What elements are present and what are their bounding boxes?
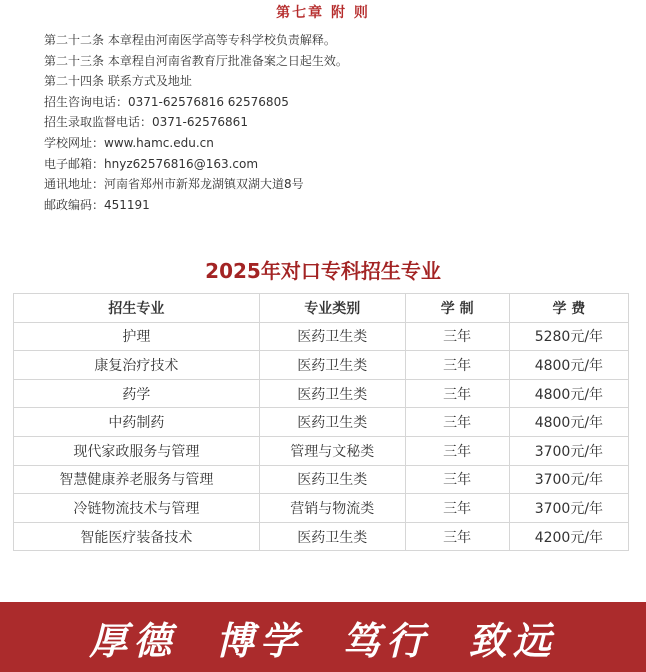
chapter-title: 第七章 附 则: [276, 5, 370, 21]
cell-category: 医药卫生类: [259, 322, 405, 351]
cell-tuition: 4800元/年: [509, 408, 628, 437]
cell-tuition: 3700元/年: [509, 436, 628, 465]
cell-major: 现代家政服务与管理: [14, 436, 260, 465]
motto-banner: [0, 602, 646, 672]
cell-tuition: 4800元/年: [509, 351, 628, 380]
cell-tuition: 4800元/年: [509, 379, 628, 408]
email-address: 电子邮箱：hnyz62576816@163.com: [44, 156, 259, 171]
cell-major: 药学: [14, 379, 260, 408]
table-row: [14, 436, 629, 465]
article-23: 第二十三条 本章程自河南省教育厅批准备案之日起生效。: [44, 53, 348, 68]
cell-category: 营销与物流类: [259, 494, 405, 523]
cell-category: 医药卫生类: [259, 379, 405, 408]
cell-category: 医药卫生类: [259, 465, 405, 494]
cell-major: 康复治疗技术: [14, 351, 260, 380]
cell-category: 管理与文秘类: [259, 436, 405, 465]
header-category: 专业类别: [259, 294, 405, 323]
cell-major: 智慧健康养老服务与管理: [14, 465, 260, 494]
table-row: [14, 494, 629, 523]
table-row: [14, 522, 629, 551]
table-row: [14, 322, 629, 351]
majors-table: [13, 293, 629, 551]
postal-code: 邮政编码：451191: [44, 197, 150, 212]
cell-category: 医药卫生类: [259, 351, 405, 380]
cell-duration: 三年: [405, 351, 509, 380]
cell-category: 医药卫生类: [259, 522, 405, 551]
article-22: 第二十二条 本章程由河南医学高等专科学校负责解释。: [44, 33, 336, 47]
cell-major: 智能医疗装备技术: [14, 522, 260, 551]
table-row: [14, 408, 629, 437]
cell-duration: 三年: [405, 522, 509, 551]
cell-major: 护理: [14, 322, 260, 351]
cell-major: 中药制药: [14, 408, 260, 437]
admission-table-title: 2025年对口专科招生专业: [205, 259, 441, 283]
school-motto: 厚德 博学 笃行 致远: [89, 617, 557, 663]
table-row: [14, 465, 629, 494]
articles-list: [44, 30, 624, 215]
cell-tuition: 3700元/年: [509, 465, 628, 494]
table-header-row: [14, 294, 629, 323]
header-tuition: 学 费: [509, 294, 628, 323]
school-website: 学校网址：www.hamc.edu.cn: [44, 135, 214, 150]
mailing-address: 通讯地址：河南省郑州市新郑龙湖镇双湖大道8号: [44, 177, 304, 192]
cell-duration: 三年: [405, 322, 509, 351]
header-major: 招生专业: [14, 294, 260, 323]
supervision-phone: 招生录取监督电话：0371-62576861: [44, 115, 248, 130]
cell-tuition: 5280元/年: [509, 322, 628, 351]
cell-tuition: 4200元/年: [509, 522, 628, 551]
admission-phone: 招生咨询电话：0371-62576816 62576805: [44, 94, 289, 109]
article-24: 第二十四条 联系方式及地址: [44, 74, 192, 89]
cell-duration: 三年: [405, 436, 509, 465]
table-row: [14, 379, 629, 408]
cell-duration: 三年: [405, 408, 509, 437]
cell-duration: 三年: [405, 379, 509, 408]
cell-duration: 三年: [405, 465, 509, 494]
cell-category: 医药卫生类: [259, 408, 405, 437]
cell-major: 冷链物流技术与管理: [14, 494, 260, 523]
cell-tuition: 3700元/年: [509, 494, 628, 523]
cell-duration: 三年: [405, 494, 509, 523]
header-duration: 学 制: [405, 294, 509, 323]
table-row: [14, 351, 629, 380]
